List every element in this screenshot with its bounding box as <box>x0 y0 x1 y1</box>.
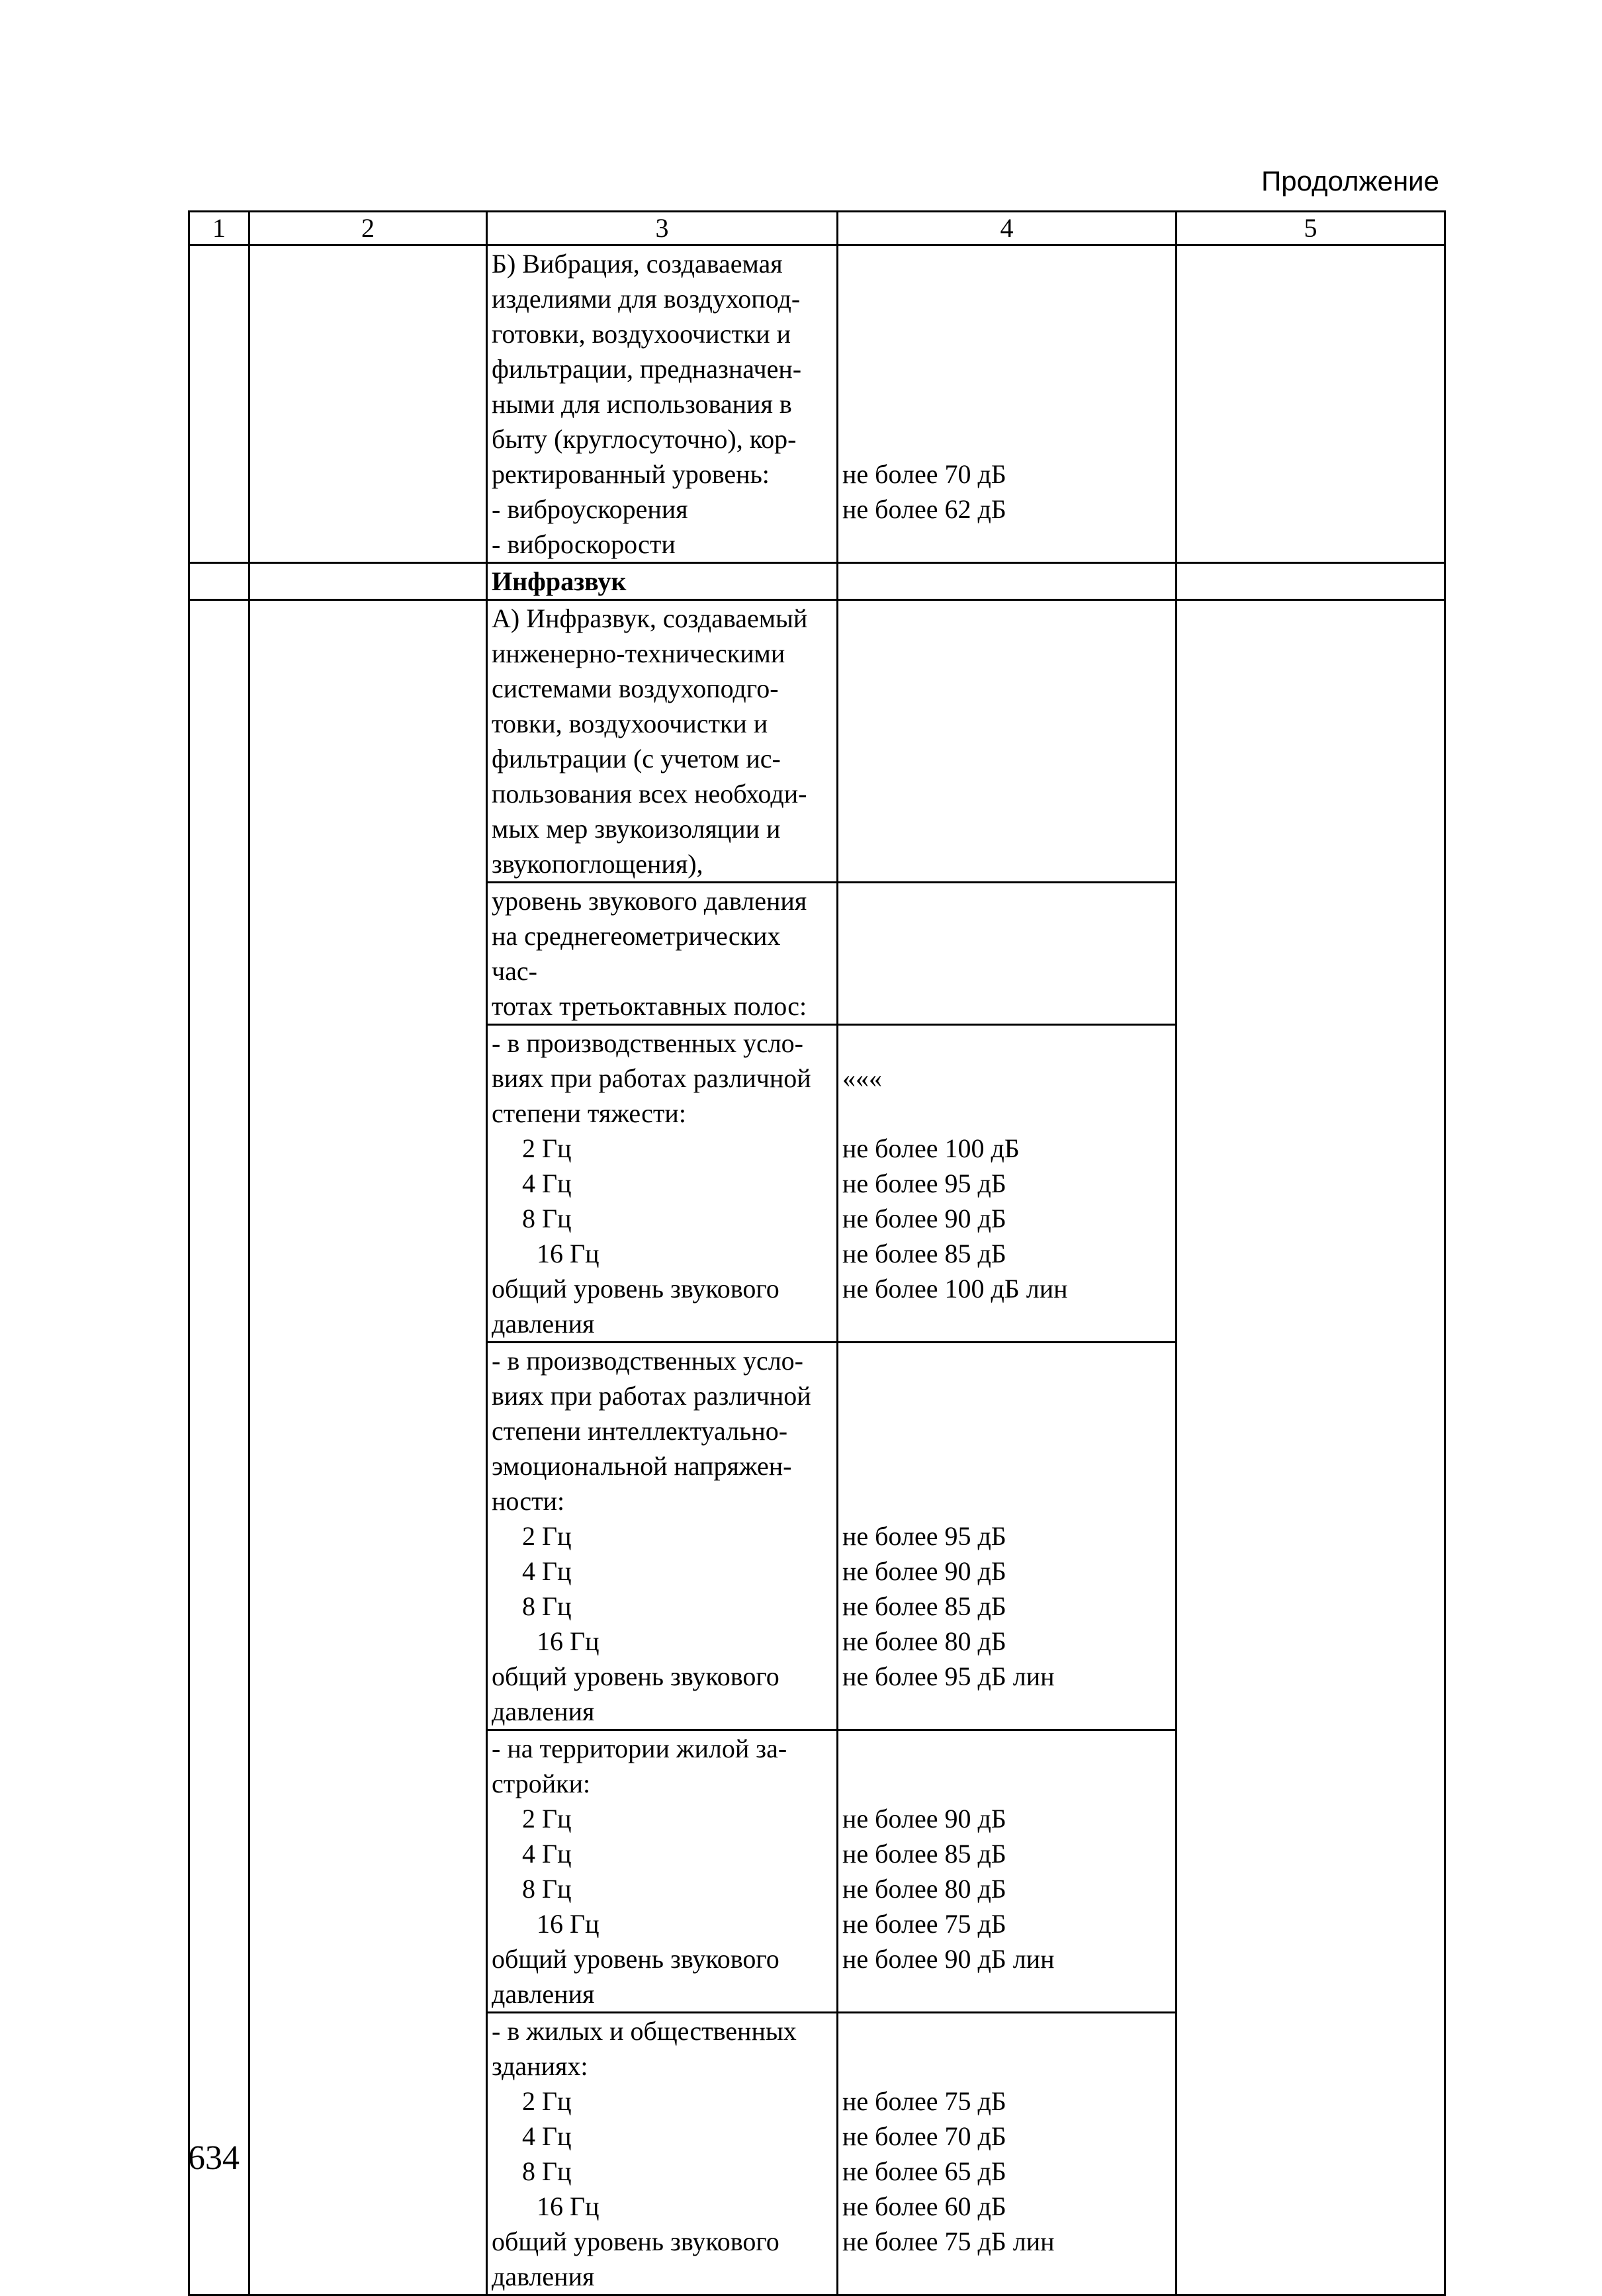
column-header-5: 5 <box>1177 212 1445 245</box>
frequency-value: не более 75 дБ <box>842 1909 1006 1939</box>
total-level-value: не более 100 дБ лин <box>842 1274 1068 1303</box>
group-title: - в производственных усло- виях при работах различной степени тяжести: <box>492 1028 811 1128</box>
frequency-label: 4 Гц <box>522 2121 572 2151</box>
column-header-4: 4 <box>838 212 1177 245</box>
column-header-3: 3 <box>487 212 838 245</box>
group-title: - на территории жилой за- стройки: <box>492 1734 787 1798</box>
frequency-value: не более 75 дБ <box>842 2086 1006 2116</box>
column-header-1: 1 <box>189 212 249 245</box>
frequency-label: 2 Гц <box>522 1133 572 1163</box>
frequency-value: не более 85 дБ <box>842 1239 1006 1268</box>
frequency-label: 8 Гц <box>522 1874 572 1904</box>
column-header-row <box>189 212 1445 245</box>
frequency-value: не более 80 дБ <box>842 1626 1006 1656</box>
group-title: - в жилых и общественных зданиях: <box>492 2016 797 2081</box>
page-number: 634 <box>188 2139 240 2177</box>
total-level-value: не более 95 дБ лин <box>842 1661 1055 1691</box>
vibration-item-label: - виброскорости <box>492 529 676 559</box>
frequency-value: не более 90 дБ <box>842 1804 1006 1833</box>
frequency-value: не более 85 дБ <box>842 1839 1006 1869</box>
frequency-value: не более 60 дБ <box>842 2191 1006 2221</box>
column-header-2: 2 <box>249 212 487 245</box>
total-level-label: общий уровень звукового давления <box>492 1274 779 1339</box>
ditto-mark: ««« <box>842 1063 882 1093</box>
infrasound-heading: Инфразвук <box>487 563 838 600</box>
total-level-label: общий уровень звукового давления <box>492 1661 779 1726</box>
vibration-title: Б) Вибрация, создаваемая изделиями для воздухопод- готовки, воздухоочистки и фильтрации, предназначен- ными для использования в быту (круглосуточно), кор- ректированный уровень: <box>492 249 802 489</box>
frequency-value: не более 95 дБ <box>842 1169 1006 1198</box>
frequency-label: 8 Гц <box>522 2156 572 2186</box>
frequency-value: не более 70 дБ <box>842 2121 1006 2151</box>
total-level-value: не более 90 дБ лин <box>842 1944 1055 1974</box>
frequency-label: 4 Гц <box>522 1839 572 1869</box>
vibration-values <box>838 245 1177 563</box>
continuation-label: Продолжение <box>1261 165 1439 197</box>
frequency-label: 2 Гц <box>522 1804 572 1833</box>
frequency-label: 8 Гц <box>522 1591 572 1621</box>
infrasound-intro: А) Инфразвук, создаваемый инженерно-техническими системами воздухоподго- товки, воздухоочистки и фильтрации (с учетом ис- пользования всех необходи- мых мер звукоизоляции и звукопоглощения), <box>492 603 808 879</box>
frequency-value: не более 65 дБ <box>842 2156 1006 2186</box>
frequency-value: не более 95 дБ <box>842 1521 1006 1551</box>
frequency-label: 16 Гц <box>537 1909 600 1939</box>
frequency-label: 16 Гц <box>537 1239 600 1268</box>
table-row-infrasound-intro <box>189 600 1445 883</box>
frequency-value: не более 80 дБ <box>842 1874 1006 1904</box>
frequency-value: не более 90 дБ <box>842 1204 1006 1233</box>
vibration-item-value: не более 70 дБ <box>842 459 1006 489</box>
frequency-value: не более 85 дБ <box>842 1591 1006 1621</box>
frequency-value: не более 100 дБ <box>842 1133 1020 1163</box>
group-title: - в производственных усло- виях при работах различной степени интеллектуально- эмоциональной напряжен- ности: <box>492 1346 811 1516</box>
frequency-label: 4 Гц <box>522 1169 572 1198</box>
frequency-label: 16 Гц <box>537 1626 600 1656</box>
frequency-label: 16 Гц <box>537 2191 600 2221</box>
vibration-description <box>487 245 838 563</box>
frequency-label: 2 Гц <box>522 1521 572 1551</box>
total-level-label: общий уровень звукового давления <box>492 2227 779 2291</box>
total-level-value: не более 75 дБ лин <box>842 2227 1055 2256</box>
table-row-infrasound-heading <box>189 563 1445 600</box>
frequency-label: 8 Гц <box>522 1204 572 1233</box>
table-row-vibration <box>189 245 1445 563</box>
vibration-item-value: не более 62 дБ <box>842 494 1006 524</box>
norms-table <box>188 210 1446 2296</box>
frequency-label: 4 Гц <box>522 1556 572 1586</box>
sound-level-text: уровень звукового давления на среднегеометрических час- тотах третьоктавных полос: <box>492 886 807 1021</box>
frequency-label: 2 Гц <box>522 2086 572 2116</box>
total-level-label: общий уровень звукового давления <box>492 1944 779 2009</box>
frequency-value: не более 90 дБ <box>842 1556 1006 1586</box>
vibration-item-label: - виброускорения <box>492 494 688 524</box>
